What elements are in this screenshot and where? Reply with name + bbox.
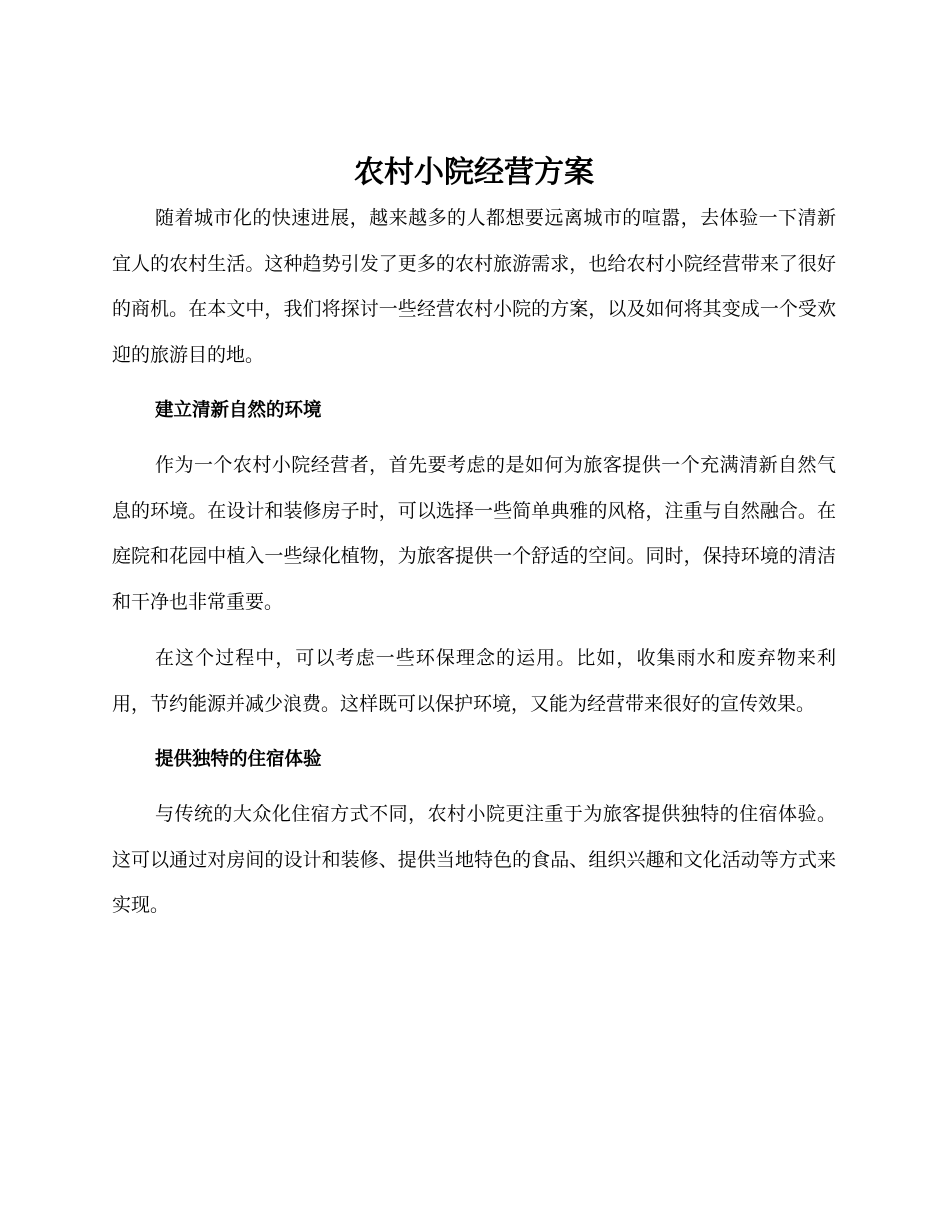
intro-paragraph: 随着城市化的快速进展，越来越多的人都想要远离城市的喧嚣，去体验一下清新宜人的农村生活。这种趋势引发了更多的农村旅游需求，也给农村小院经营带来了很好的商机。在本文中，我们将探讨一些经营农村小院的方案，以及如何将其变成一个受欢迎的旅游目的地。	[112, 207, 836, 366]
environment-paragraph-2: 在这个过程中，可以考虑一些环保理念的运用。比如，收集雨水和废弃物来利用，节约能源并减少浪费。这样既可以保护环境，又能为经营带来很好的宣传效果。	[112, 647, 836, 715]
section-heading-environment: 建立清新自然的环境	[155, 400, 322, 421]
document-body	[112, 150, 836, 929]
document-title: 农村小院经营方案	[354, 155, 594, 190]
section-heading-lodging: 提供独特的住宿体验	[155, 749, 322, 770]
lodging-paragraph-1: 与传统的大众化住宿方式不同，农村小院更注重于为旅客提供独特的住宿体验。这可以通过对房间的设计和装修、提供当地特色的食品、组织兴趣和文化活动等方式来实现。	[112, 803, 836, 916]
environment-paragraph-1: 作为一个农村小院经营者，首先要考虑的是如何为旅客提供一个充满清新自然气息的环境。在设计和装修房子时，可以选择一些简单典雅的风格，注重与自然融合。在庭院和花园中植入一些绿化植物，为旅客提供一个舒适的空间。同时，保持环境的清洁和干净也非常重要。	[112, 454, 836, 613]
